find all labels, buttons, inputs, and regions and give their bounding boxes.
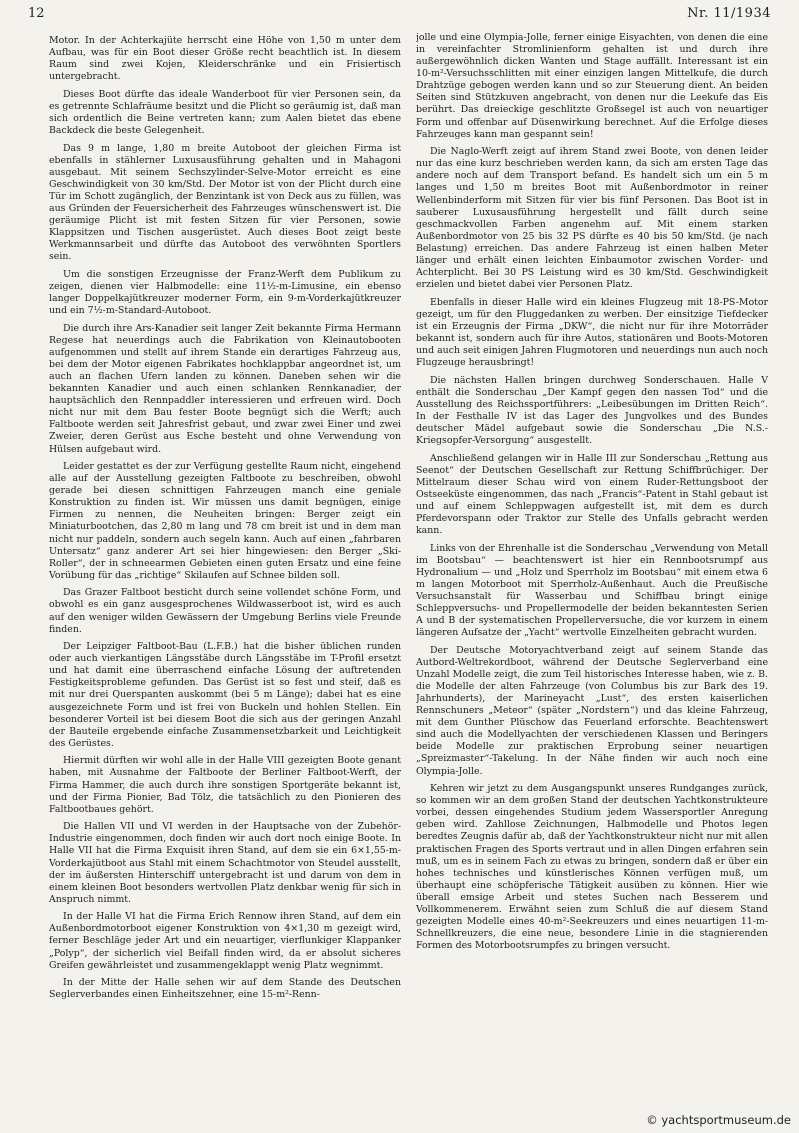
issue-number: Nr. 11/1934 (687, 6, 771, 21)
paragraph: Hiermit dürften wir wohl alle in der Halle VIII gezeigten Boote genant haben, mit Ausnahme der Faltboote der Berliner Faltboot-Werft, der Firma Hammer, die auch durch ihre sonstigen Sportgeräte bekannt ist, und der Firma Pionier, Bad Tölz, die tatsächlich zu den Pionieren des Faltbootbaues gehört. (49, 755, 401, 815)
paragraph: Die durch ihre Ars-Kanadier seit langer Zeit bekannte Firma Hermann Regese hat neuerdings auch die Fabrikation von Kleinautobooten aufgenommen und stellt auf ihrem Stande ein derartiges Fahrzeug aus, bei dem der Motor eigenen Fabrikates hochklappbar angeordnet ist, um auch an flachen Ufern landen zu können. Daneben sehen wir die bekannten Kanadier und auch einen schlanken Rennkanadier, der hauptsächlich den Rennpaddler interessieren und erfreuen wird. Doch nicht nur mit dem Bau fester Boote begnügt sich die Werft; auch Faltboote werden seit Jahresfrist gebaut, und zwar zwei Einer und zwei Zweier, deren Gerüst aus Esche besteht und ohne Verwendung von Hülsen aufgebaut wird. (49, 322, 401, 455)
paragraph: Dieses Boot dürfte das ideale Wanderboot für vier Personen sein, da es getrennte Schlafräume besitzt und die Plicht so geräumig ist, daß man sich ordentlich die Beine vertreten kann; zum Aalen bietet das ebene Backdeck die beste Gelegenheit. (49, 88, 401, 137)
paragraph: Die nächsten Hallen bringen durchweg Sonderschauen. Halle V enthält die Sonderschau „Der Kampf gegen den nassen Tod“ und die Ausstellung des Reichssportführers: „Leibesübungen im Dritten Reich“. In der Festhalle IV ist das Lager des Jungvolkes und des Bundes deutscher Mädel aufgebaut sowie die Sonderschau „Die N.S.-Kriegsopfer-Versorgung“ ausgestellt. (416, 374, 768, 446)
paragraph: jolle und eine Olympia-Jolle, ferner einige Eisyachten, von denen die eine in vereinfachter Stromlinienform gehalten ist und durch ihre außergewöhnlich dicken Wanten und Stage auffällt. Interessant ist ein 10-m²-Versuchsschlitten mit einer einzigen langen Mittelkufe, die durch Drahtzüge gebogen werden kann und so zur Steuerung dient. An beiden Seiten sind Stützkuven angebracht, von denen nur die Leekufe das Eis berührt. Das dreieckige geschlitzte Großsegel ist auch von neuartiger Form und offenbar auf Düsenwirkung berechnet. Auf die Erfolge dieses Fahrzeuges kann man gespannt sein! (416, 32, 768, 140)
page-number: 12 (28, 6, 45, 21)
page-header (28, 6, 771, 26)
paragraph: Anschließend gelangen wir in Halle III zur Sonderschau „Rettung aus Seenot“ der Deutschen Gesellschaft zur Rettung Schiffbrüchiger. Der Mittelraum dieser Schau wird von einem Ruder-Rettungsboot der Ostseeküste eingenommen, das nach „Francis“-Patent in Stahl gebaut ist und auf einem Schleppwagen aufgestellt ist, mit dem es durch Pferdevorspann oder Traktor zur Stelle des Unfalls gebracht werden kann. (416, 452, 768, 537)
paragraph: Der Leipziger Faltboot-Bau (L.F.B.) hat die bisher üblichen runden oder auch vierkantigen Längsstäbe durch Längsstäbe im T-Profil ersetzt und hat damit eine überraschend einfache Lösung der auftretenden Festigkeitsprobleme gefunden. Das Gerüst ist so fest und steif, daß es mit nur drei Querspanten auskommt (bei 5 m Länge); dabei hat es eine ausgezeichnete Form und ist frei von Buckeln und hohlen Stellen. Ein besonderer Vorteil ist bei diesem Boot die sich aus der geringen Anzahl der Bauteile ergebende einfache Zusammensetzbarkeit und Leichtigkeit des Gerüstes. (49, 641, 401, 749)
paragraph: Der Deutsche Motoryachtverband zeigt auf seinem Stande das Autbord-Weltrekordboot, während der Deutsche Seglerverband eine Unzahl Modelle zeigt, die zum Teil historisches Interesse haben, wie z. B. die Modelle der alten Fahrzeuge (von Columbus bis zur Bark des 19. Jahrhunderts), der Marineyacht „Lust“, des ersten kaiserlichen Rennschuners „Meteor“ (später „Nordstern“) und das kleine Fahrzeug, mit dem Gunther Plüschow das Feuerland erforschte. Beachtenswert sind auch die Modellyachten der verschiedenen Klassen und Beringers beide Modelle zur praktischen Erprobung seiner neuartigen „Spreizmaster“-Takelung. In der Nähe finden wir auch noch eine Olympia-Jolle. (416, 644, 768, 777)
paragraph: Leider gestattet es der zur Verfügung gestellte Raum nicht, eingehend alle auf der Ausstellung gezeigten Faltboote zu beschreiben, obwohl gerade bei diesen schnittigen Fahrzeugen manch eine geniale Konstruktion zu finden ist. Wir müssen uns damit begnügen, einige Firmen zu nennen, die Neuheiten bringen: Berger zeigt ein Miniaturbootchen, das 2,80 m lang und 78 cm breit ist und in dem man nicht nur paddeln, sondern auch segeln kann. Auch auf einen „fahrbaren Untersatz“ ganz anderer Art sei hier hingewiesen: den Berger „Ski-Roller“, der in schneearmen Gebieten einen guten Ersatz und eine feine Vorübung für das „richtige“ Skilaufen auf Schnee bilden soll. (49, 461, 401, 581)
copyright-watermark (646, 1113, 791, 1127)
paragraph: In der Mitte der Halle sehen wir auf dem Stande des Deutschen Seglerverbandes einen Einheitszehner, eine 15-m²-Renn- (49, 977, 401, 1001)
paragraph: Links von der Ehrenhalle ist die Sonderschau „Verwendung von Metall im Bootsbau“ — beachtenswert ist hier ein Rennbootsrumpf aus Hydronalium — und „Holz und Sperrholz im Bootsbau“ mit einem etwa 6 m langen Motorboot mit Sperrholz-Außenhaut. Auch die Preußische Versuchsanstalt für Wasserbau und Schiffbau bringt einige Schleppversuchs- und Propellermodelle der beiden bekanntesten Serien A und B der systematischen Propellerversuche, die vor kurzem in einem längeren Aufsatze der „Yacht“ wertvolle Einzelheiten gebracht wurden. (416, 542, 768, 639)
left-column (49, 35, 401, 1105)
paragraph: Ebenfalls in dieser Halle wird ein kleines Flugzeug mit 18-PS-Motor gezeigt, um für den Fluggedanken zu werben. Der einsitzige Tiefdecker ist ein Erzeugnis der Firma „DKW“, die nicht nur für ihre Motorräder bekannt ist, sondern auch für ihre Autos, stationären und Boots-Motoren und auch seit einigen Jahren Flugmotoren und neuerdings nun auch noch Flugzeuge herausbringt! (416, 296, 768, 369)
paragraph: Das 9 m lange, 1,80 m breite Autoboot der gleichen Firma ist ebenfalls in stählerner Luxusausführung gehalten und in Mahagoni ausgebaut. Mit seinem Sechszylinder-Selve-Motor erreicht es eine Geschwindigkeit von 30 km/Std. Der Motor ist von der Plicht durch eine Tür im Schott zugänglich, der Benzintank ist von Deck aus zu füllen, was aus Gründen der Feuersicherheit des Fahrzeuges wünschenswert ist. Die geräumige Plicht ist mit festen Sitzen für vier Personen, sowie Klappsitzen und Tischen ausgerüstet. Auch dieses Boot zeigt beste Werkmannsarbeit und dürfte das Autoboot des verwöhnten Sportlers sein. (49, 142, 401, 263)
paragraph: Motor. In der Achterkajüte herrscht eine Höhe von 1,50 m unter dem Aufbau, was für ein Boot dieser Größe recht beachtlich ist. In diesem Raum sind zwei Kojen, Kleiderschränke und ein Frisiertisch untergebracht. (49, 35, 401, 83)
paragraph: Die Hallen VII und VI werden in der Hauptsache von der Zubehör-Industrie eingenommen, doch finden wir auch dort noch einige Boote. In Halle VII hat die Firma Exquisit ihren Stand, auf dem sie ein 6×1,55-m-Vorderkajütboot aus Stahl mit einem Schachtmotor von Steudel ausstellt, der im äußersten Hinterschiff untergebracht ist und darum von dem in einem kleinen Boot besonders wertvollen Platz denkbar wenig für sich in Anspruch nimmt. (49, 821, 401, 905)
paragraph: In der Halle VI hat die Firma Erich Rennow ihren Stand, auf dem ein Außenbordmotorboot eigener Konstruktion von 4×1,30 m gezeigt wird, ferner Beschläge jeder Art und ein neuartiger, vierflunkiger Klappanker „Polyp“, der sicherlich viel Beifall finden wird, da er absolut sicheres Greifen gewährleistet und zusammengeklappt wenig Platz wegnimmt. (49, 911, 401, 971)
watermark-text: © yachtsportmuseum.de (646, 1113, 791, 1127)
paragraph: Kehren wir jetzt zu dem Ausgangspunkt unseres Rundganges zurück, so kommen wir an dem großen Stand der deutschen Yachtkonstrukteure vorbei, dessen eingehendes Studium jedem Wassersportler Anregung geben wird. Zahllose Zeichnungen, Halbmodelle und Photos legen beredtes Zeugnis dafür ab, daß der Yachtkonstrukteur nicht nur mit allen praktischen Fragen des Sports vertraut und in allen Dingen erfahren sein muß, um es in seinem Fach zu etwas zu bringen, sondern daß er über ein hohes technisches und künstlerisches Können verfügen muß, um überhaupt eine schöpferische Tätigkeit ausüben zu können. Hier wie überall emsige Arbeit und stetes Suchen nach Besserem und Vollkommenerem. Erwähnt seien zum Schluß die auf diesem Stand gezeigten Modelle eines 40-m²-Seekreuzers und eines neuartigen 11-m-Schnellkreuzers, die eine neue, besondere Linie in die stagnierenden Formen des Motorbootsrumpfes zu bringen versucht. (416, 783, 768, 952)
paragraph: Um die sonstigen Erzeugnisse der Franz-Werft dem Publikum zu zeigen, dienen vier Halbmodelle: eine 11½-m-Limusine, ein ebenso langer Doppelkajütkreuzer moderner Form, ein 9-m-Vorderkajütkreuzer und ein 7½-m-Standard-Autoboot. (49, 268, 401, 317)
paragraph: Das Grazer Faltboot besticht durch seine vollendet schöne Form, und obwohl es ein ganz ausgesprochenes Wildwasserboot ist, wird es auch auf den weniger wilden Gewässern der Umgebung Berlins viele Freunde finden. (49, 587, 401, 635)
right-column (416, 32, 768, 1102)
paragraph: Die Naglo-Werft zeigt auf ihrem Stand zwei Boote, von denen leider nur das eine kurz beschrieben werden kann, da sich am ersten Tage das andere noch auf dem Transport befand. Es handelt sich um ein 5 m langes und 1,50 m breites Boot mit Außenbordmotor in reiner Wellenbinderform mit Sitzen für vier bis fünf Personen. Das Boot ist in sauberer Luxusausführung hergestellt und fällt durch seine geschmackvollen Farben angenehm auf. Mit einem starken Außenbordmotor von 25 bis 32 PS dürfte es 40 bis 50 km/Std. (je nach Belastung) erreichen. Das andere Fahrzeug ist einen halben Meter länger und erhält einen leichten Einbaumotor zwischen Vorder- und Achterplicht. Bei 30 PS Leistung wird es 30 km/Std. Geschwindigkeit erzielen und bietet dabei vier Personen Platz. (416, 146, 768, 291)
